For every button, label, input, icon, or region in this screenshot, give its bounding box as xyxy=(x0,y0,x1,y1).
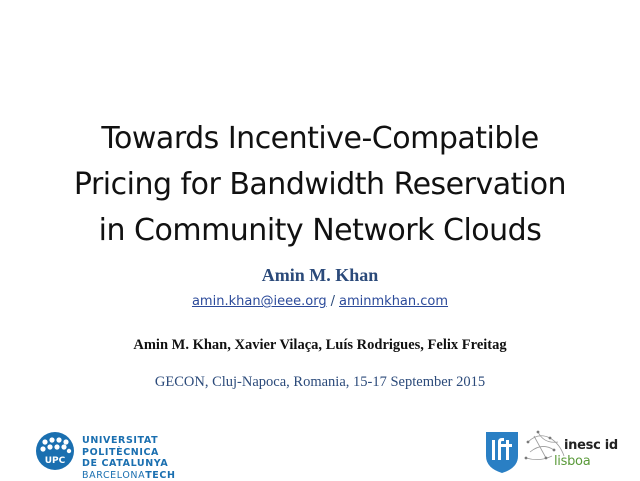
upc-emblem-icon xyxy=(36,432,74,470)
upc-line-3-suffix: TECH xyxy=(145,470,175,481)
inesc-id-logo xyxy=(524,428,630,476)
venue-line: GECON, Cluj-Napoca, Romania, 15-17 September 2015 xyxy=(0,374,640,391)
inesc-wordmark: inesc id xyxy=(564,438,618,453)
contact-line xyxy=(0,294,640,309)
author-list: Amin M. Khan, Xavier Vilaça, Luís Rodrigues, Felix Freitag xyxy=(0,337,640,354)
presenter-name: Amin M. Khan xyxy=(0,265,640,286)
upc-line-3-prefix: BARCELONA xyxy=(82,470,145,481)
website-link[interactable]: aminmkhan.com xyxy=(339,294,448,309)
inesc-city: lisboa xyxy=(554,454,590,469)
upc-line-2: DE CATALUNYA xyxy=(82,458,236,470)
title-line-1: Towards Incentive-Compatible xyxy=(0,116,640,162)
upc-emblem-text: UPC xyxy=(45,456,66,466)
slide-title xyxy=(0,116,640,254)
upc-logo xyxy=(36,432,236,472)
ist-logo-icon xyxy=(484,430,520,474)
title-line-3: in Community Network Clouds xyxy=(0,208,640,254)
email-link[interactable]: amin.khan@ieee.org xyxy=(192,294,327,309)
upc-wordmark xyxy=(82,435,236,481)
contact-separator: / xyxy=(331,294,335,309)
upc-line-1: UNIVERSITAT POLITÈCNICA xyxy=(82,435,236,458)
upc-line-3 xyxy=(82,470,236,481)
title-line-2: Pricing for Bandwidth Reservation xyxy=(0,162,640,208)
